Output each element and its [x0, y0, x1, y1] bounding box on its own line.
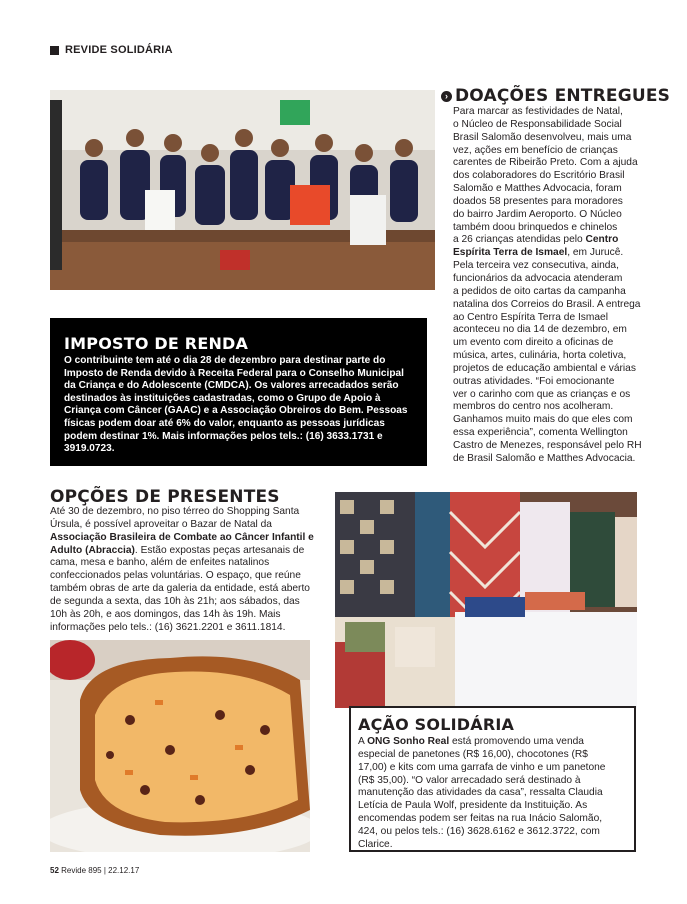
doacoes-line: Castro de Menezes, responsável pelo RH [453, 439, 642, 451]
doacoes-line: Salomão e Matthes Advocacia, foram [453, 183, 622, 195]
acao-p1: A [358, 736, 368, 747]
imposto-box [50, 318, 427, 466]
doacoes-line: o Núcleo de Responsabilidade Social [453, 118, 622, 130]
doacoes-line: outras atividades. “Foi emocionante [453, 375, 615, 387]
opcoes-title: OPÇÕES DE PRESENTES [50, 487, 280, 507]
opcoes-p1: Até 30 de dezembro, no piso térreo do Shopping Santa Úrsula, é possível aproveitar o Bazar de Natal da [50, 506, 300, 530]
imposto-p1: O contribuinte tem até o dia 28 de dezembro para destinar parte do Imposto de Renda devido à Receita Federal para o [64, 355, 386, 379]
doacoes-line: projetos de educação ambiental e várias [453, 362, 636, 374]
panettone-photo [50, 640, 310, 852]
doacoes-line: vez, ações em benefício de crianças [453, 144, 618, 156]
issue-info: Revide 895 | 22.12.17 [61, 866, 140, 875]
opcoes-heading [50, 489, 280, 506]
acao-box [349, 706, 636, 852]
doacoes-line: aconteceu no dia 14 de dezembro, em [453, 324, 627, 336]
doacoes-line: a pedidos de oito cartas da campanha [453, 285, 626, 297]
doacoes-line: Pela terceira vez consecutiva, ainda, [453, 260, 619, 272]
doacoes-heading [441, 88, 670, 105]
doacoes-article [453, 106, 642, 466]
doacoes-line-tail: , em Jurucê. [567, 247, 624, 259]
doacoes-line: ver o carinho com que as crianças e os [453, 388, 631, 400]
doacoes-line: ao Centro Espírita Terra de Ismael [453, 311, 608, 323]
doacoes-title: DOAÇÕES ENTREGUES [455, 86, 671, 106]
doacoes-line: música, artes, culinária, horta coletiva, [453, 350, 627, 362]
bazaar-photo [335, 492, 637, 708]
imposto-p2: . Os valores arrecadados serão destinados às instituições cadastradas, como o Grupo de Apoio à Criança com Câncer (GAAC) e a Associação Obreiros do Bem. Pessoas físicas podem doar até 6% do valor, enquanto as pessoas jurídicas podem destinar 1%. Mais informações pelos tels.: (16) 3633.1731 e 3919.0723. [64, 380, 408, 455]
doacoes-line: essa experiência”, comenta Wellington [453, 427, 628, 439]
doacoes-line: Ganhamos muito mais do que eles com [453, 414, 633, 426]
doacoes-line: um evento com direito a oficinas de [453, 337, 614, 349]
page-number: 52 [50, 866, 59, 875]
section-square-icon [50, 46, 59, 55]
opcoes-p1-bold: Associação Brasileira de Combate ao Câncer Infantil e Adulto (Abraccia) [50, 531, 314, 556]
imposto-title: IMPOSTO DE RENDA [64, 334, 249, 353]
doacoes-line: Para marcar as festividades de Natal, [453, 106, 623, 117]
section-label: REVIDE SOLIDÁRIA [65, 44, 173, 56]
acao-p1-bold: ONG Sonho Real [367, 736, 450, 747]
acao-p2: está promovendo uma venda especial de panetones (R$ 16,00), chocotones (R$ 17,00) e kits com uma garrafa de vinho e um panetone (R$ 35,00). “O valor arrecadado será destinado à manutenção das atividades da casa”, ressalta Claudia Letícia de Paula Wolf, presidente da Instituição. As encomendas podem ser feitas na rua Inácio Salomão, 424, ou pelos tels.: (16) 3628.6162 e 3612.3722, com Clarice. [358, 736, 606, 850]
opcoes-p2: . Estão expostas peças artesanais de cama, mesa e banho, além de enfeites natalinos confeccionados pelas voluntárias. O espaço, que reúne também obras de arte da galeria da entidade, está aberto de segunda a sexta, das 10h às 21h; aos sábados, das 10h às 20h, e aos domingos, das 14h às 19h. Mais informações pelo tels.: (16) 3621.2201 e 3611.1814. [50, 544, 310, 633]
imposto-p1-bold: Conselho Municipal da Criança e do Adolescente (CMDCA) [64, 367, 404, 392]
donations-photo [50, 90, 435, 290]
acao-text [358, 736, 616, 852]
doacoes-line: do bairro Jardim Aeroporto. O Núcleo [453, 208, 622, 220]
acao-title: AÇÃO SOLIDÁRIA [358, 715, 515, 734]
doacoes-line: também doou brinquedos e chinelos [453, 221, 618, 233]
doacoes-line [453, 247, 642, 260]
doacoes-centro-name: Espírita Terra de Ismael [453, 247, 568, 259]
doacoes-centro-bold: Centro [585, 234, 619, 246]
doacoes-line: doados 58 presentes para moradores [453, 195, 623, 207]
doacoes-line-text: a 26 crianças atendidas pelo [453, 234, 586, 246]
doacoes-line [453, 234, 642, 247]
section-tag [50, 44, 173, 56]
doacoes-line: funcionários da advocacia atenderam [453, 272, 623, 284]
doacoes-line: carentes de Ribeirão Preto. Com a ajuda [453, 157, 638, 169]
doacoes-line: membros do centro nos acolheram. [453, 401, 614, 413]
arrow-circle-icon: › [441, 91, 452, 102]
opcoes-article [50, 506, 316, 634]
doacoes-line: Brasil Salomão desenvolveu, mais uma [453, 131, 632, 143]
imposto-text [64, 355, 413, 456]
doacoes-line: dos colaboradores do Escritório Brasil [453, 170, 625, 182]
doacoes-line: natalina dos Correios do Brasil. A entrega [453, 298, 641, 310]
doacoes-line: de Brasil Salomão e Matthes Advocacia. [453, 452, 636, 464]
page-footer [50, 866, 139, 875]
